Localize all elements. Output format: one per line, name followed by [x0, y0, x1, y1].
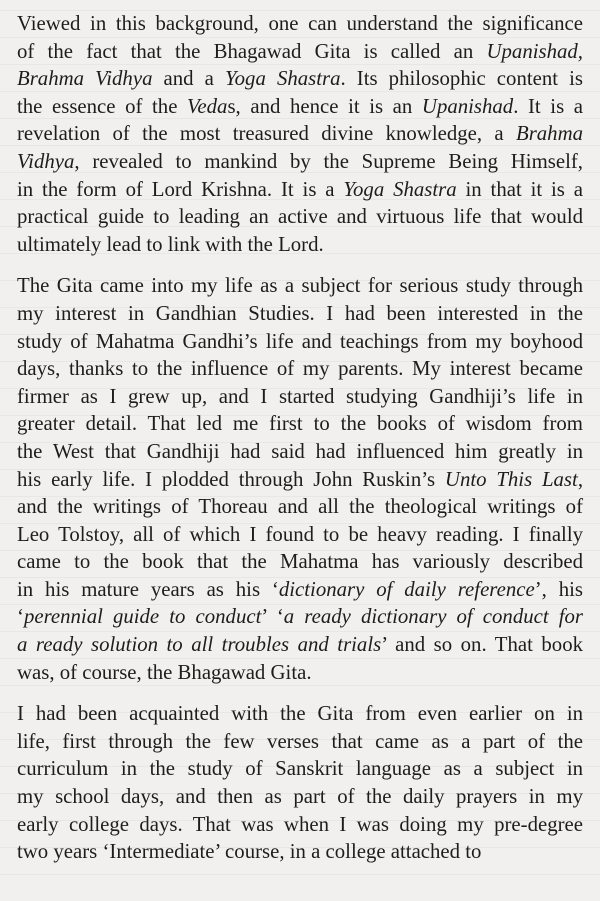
text-run: revelation of the most treasured divine knowledge, a: [17, 122, 516, 146]
text-run: the essence of the: [17, 94, 188, 118]
text-run: Viewed in this background, one can understand the significance: [17, 12, 583, 35]
text-run: ’, his: [534, 577, 583, 601]
text-run: days, thanks to the influence of my parents. My interest became: [17, 357, 583, 381]
italic-text: a ready solution to all troubles and trials: [17, 633, 382, 657]
text-line: [17, 659, 583, 687]
text-run: , revealed to mankind by the Supreme Being Himself,: [74, 149, 583, 173]
text-run: . It is a: [513, 94, 583, 118]
italic-text: Veda: [187, 94, 228, 118]
text-line: [17, 603, 583, 631]
text-run: of the fact that the Bhagawad Gita is called an: [17, 39, 487, 63]
text-run: s, and hence it is an: [227, 94, 422, 118]
text-line: [17, 783, 583, 811]
text-line: [17, 231, 583, 259]
text-run: ,: [577, 467, 584, 491]
text-run: was, of course, the Bhagawad Gita.: [17, 660, 312, 684]
italic-text: Yoga Shastra: [343, 177, 457, 201]
paragraph-1: [17, 10, 583, 258]
text-run: study of Mahatma Gandhi’s life and teachings from my boyhood: [17, 329, 583, 353]
italic-text: Upanishad: [421, 94, 514, 118]
text-line: [17, 65, 583, 93]
text-run: ’ and so on. That book: [381, 633, 583, 657]
text-run: in the form of Lord Krishna. It is a: [17, 177, 344, 201]
text-run: my school days, and then as part of the daily prayers in my: [17, 785, 583, 809]
text-run: two years ‘Intermediate’ course, in a college attached to: [17, 840, 482, 864]
text-line: [17, 120, 583, 148]
text-run: greater detail. That led me first to the books of wisdom from: [17, 412, 583, 436]
text-line: [17, 438, 583, 466]
italic-text: dictionary of daily reference: [278, 577, 535, 601]
text-run: and a: [152, 67, 225, 91]
text-line: [17, 10, 583, 38]
page-body: [17, 10, 583, 866]
text-run: my interest in Gandhian Studies. I had been interested in the: [17, 301, 583, 325]
paragraph-2: [17, 272, 583, 686]
text-line: [17, 328, 583, 356]
paragraph-3: [17, 700, 583, 866]
text-run: his early life. I plodded through John Ruskin’s: [17, 467, 445, 491]
text-run: ‘: [17, 605, 24, 629]
text-run: in that it is a: [456, 177, 583, 201]
text-line: [17, 700, 583, 728]
italic-text: perennial guide to conduct: [23, 605, 262, 629]
text-line: [17, 383, 583, 411]
text-run: curriculum in the study of Sanskrit language as a subject in: [17, 757, 583, 781]
text-line: [17, 521, 583, 549]
text-line: [17, 300, 583, 328]
text-run: firmer as I grew up, and I started studying Gandhiji’s life in: [17, 384, 583, 408]
text-line: [17, 631, 583, 659]
text-run: in his mature years as his ‘: [17, 577, 279, 601]
text-run: The Gita came into my life as a subject for serious study through: [17, 274, 583, 298]
text-run: came to the book that the Mahatma has variously described: [17, 550, 583, 574]
italic-text: Unto This Last: [444, 467, 578, 491]
text-line: [17, 548, 583, 576]
text-line: [17, 38, 583, 66]
text-run: ’ ‘: [261, 605, 284, 629]
text-line: [17, 176, 583, 204]
text-run: . Its philosophic content is: [340, 67, 583, 91]
text-run: the West that Gandhiji had said had influenced him greatly in: [17, 439, 583, 463]
text-run: I had been acquainted with the Gita from even earlier on in: [17, 702, 583, 726]
text-run: Leo Tolstoy, all of which I found to be heavy reading. I finally: [17, 522, 583, 546]
italic-text: Brahma Vidhya: [17, 67, 153, 91]
text-run: life, first through the few verses that came as a part of the: [17, 729, 583, 753]
italic-text: Vidhya: [17, 149, 75, 173]
italic-text: Brahma: [515, 122, 583, 146]
text-line: [17, 272, 583, 300]
text-line: [17, 148, 583, 176]
text-run: early college days. That was when I was doing my pre-degree: [17, 812, 583, 836]
text-line: [17, 410, 583, 438]
text-line: [17, 203, 583, 231]
italic-text: Upanishad,: [486, 39, 583, 63]
text-line: [17, 811, 583, 839]
text-run: and the writings of Thoreau and all the theological writings of: [17, 495, 583, 519]
text-line: [17, 355, 583, 383]
text-run: practical guide to leading an active and virtuous life that would: [17, 205, 583, 229]
italic-text: a ready dictionary of conduct for: [283, 605, 583, 629]
text-line: [17, 728, 583, 756]
text-line: [17, 93, 583, 121]
text-line: [17, 838, 583, 866]
text-line: [17, 576, 583, 604]
text-run: ultimately lead to link with the Lord.: [17, 232, 324, 256]
text-line: [17, 466, 583, 494]
italic-text: Yoga Shastra: [225, 67, 341, 91]
text-line: [17, 493, 583, 521]
text-line: [17, 755, 583, 783]
